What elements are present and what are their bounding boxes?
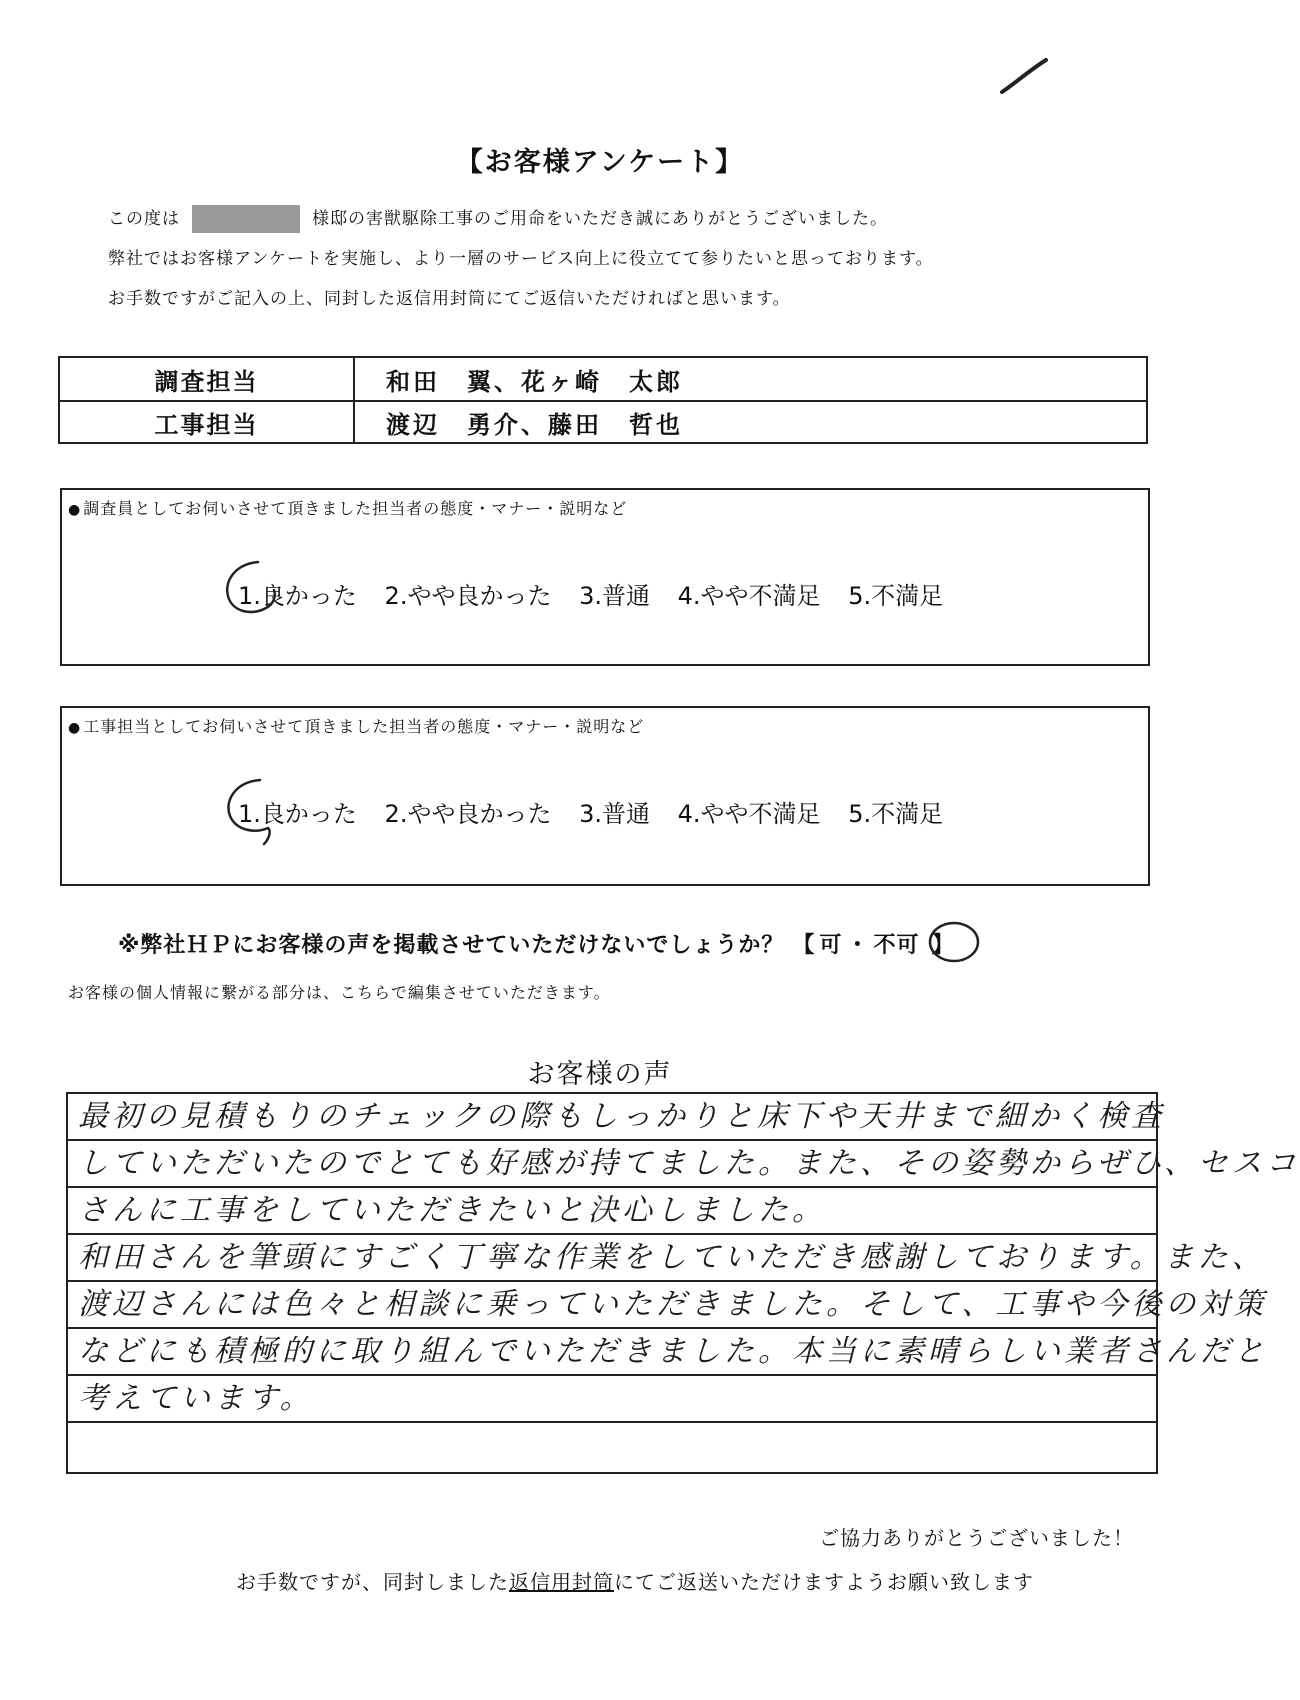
intro-line-1-prefix: この度は bbox=[108, 209, 180, 229]
rating-options-survey bbox=[238, 576, 963, 611]
staff-row-survey bbox=[60, 358, 1146, 402]
hp-option-no[interactable]: 不可 bbox=[873, 933, 920, 958]
intro-line-2: 弊社ではお客様アンケートを実施し、より一層のサービス向上に役立てて参りたいと思っております。 bbox=[108, 249, 934, 269]
rating-box-survey bbox=[60, 488, 1150, 666]
staff-row-construction bbox=[60, 401, 1146, 443]
page-title: 【お客様アンケート】 bbox=[455, 147, 745, 178]
rating-option-5[interactable]: 5.不満足 bbox=[848, 582, 944, 610]
rating-box-construction bbox=[60, 706, 1150, 886]
rating-option-4[interactable]: 4.やや不満足 bbox=[677, 582, 821, 610]
footer-request-prefix: お手数ですが、同封しました bbox=[236, 1570, 509, 1594]
footer-request-envelope: 返信用封筒 bbox=[509, 1570, 614, 1594]
rating-question-construction bbox=[68, 714, 644, 737]
voice-line: などにも積極的に取り組んでいただきました。本当に素晴らしい業者さんだと bbox=[68, 1329, 1156, 1376]
hp-option-yes[interactable]: 可 bbox=[819, 933, 843, 958]
rating-option-1[interactable]: 1.良かった bbox=[238, 800, 357, 828]
rating-option-2[interactable]: 2.やや良かった bbox=[384, 800, 552, 828]
hp-selection-circle-mark bbox=[926, 918, 982, 966]
hp-separator: ・ bbox=[846, 933, 870, 958]
staff-label-survey: 調査担当 bbox=[60, 358, 355, 400]
rating-question-survey bbox=[68, 496, 627, 519]
rating-option-3[interactable]: 3.普通 bbox=[579, 582, 650, 610]
hp-bracket-open: 【 bbox=[792, 933, 816, 958]
rating-options-construction bbox=[238, 794, 963, 829]
voice-line: 和田さんを筆頭にすごく丁寧な作業をしていただき感謝しております。また、 bbox=[68, 1235, 1156, 1282]
hp-question-text: ※弊社ＨＰにお客様の声を掲載させていただけないでしょうか？ bbox=[118, 933, 785, 958]
rating-option-5[interactable]: 5.不満足 bbox=[848, 800, 944, 828]
pen-stroke-mark bbox=[1000, 56, 1050, 96]
intro-line-1-suffix: 様邸の害獣駆除工事のご用命をいただき誠にありがとうございました。 bbox=[312, 209, 888, 229]
bullet-icon: ● bbox=[68, 502, 82, 518]
voice-line: さんに工事をしていただきたいと決心しました。 bbox=[68, 1188, 1156, 1235]
staff-value-survey: 和田 翼、花ヶ崎 太郎 bbox=[386, 367, 683, 396]
rating-question-text: 調査員としてお伺いさせて頂きました担当者の態度・マナー・説明など bbox=[83, 499, 628, 518]
selection-circle-mark bbox=[218, 774, 300, 838]
rating-option-1[interactable]: 1.良かった bbox=[238, 582, 357, 610]
voice-comment-box bbox=[66, 1092, 1300, 1474]
voice-line: 最初の見積もりのチェックの際もしっかりと床下や天井まで細かく検査 bbox=[68, 1094, 1156, 1141]
intro-line-1 bbox=[108, 204, 888, 233]
rating-option-2[interactable]: 2.やや良かった bbox=[384, 582, 552, 610]
rating-option-4[interactable]: 4.やや不満足 bbox=[677, 800, 821, 828]
redacted-customer-name bbox=[192, 205, 300, 233]
rating-option-3[interactable]: 3.普通 bbox=[579, 800, 650, 828]
voice-section-title: お客様の声 bbox=[527, 1059, 673, 1090]
staff-table bbox=[58, 356, 1148, 444]
staff-value-construction: 渡辺 勇介、藤田 哲也 bbox=[386, 410, 683, 439]
footer-request-suffix: にてご返送いただけますようお願い致します bbox=[614, 1570, 1034, 1594]
hp-privacy-note: お客様の個人情報に繋がる部分は、こちらで編集させていただきます。 bbox=[68, 983, 611, 1002]
selection-circle-mark bbox=[218, 556, 300, 620]
voice-line bbox=[68, 1423, 1156, 1470]
hp-bracket-close: 】 bbox=[931, 933, 955, 958]
hp-consent-question bbox=[118, 928, 954, 959]
footer-request bbox=[236, 1566, 1034, 1595]
bullet-icon: ● bbox=[68, 720, 82, 736]
staff-label-construction: 工事担当 bbox=[60, 401, 355, 443]
voice-line: 考えています。 bbox=[68, 1376, 1156, 1423]
footer-thanks: ご協力ありがとうございました！ bbox=[819, 1526, 1134, 1550]
voice-line: していただいたのでとても好感が持てました。また、その姿勢からぜひ、セスコ bbox=[68, 1141, 1156, 1188]
intro-line-3: お手数ですがご記入の上、同封した返信用封筒にてご返信いただければと思います。 bbox=[108, 289, 791, 309]
voice-line: 渡辺さんには色々と相談に乗っていただきました。そして、工事や今後の対策 bbox=[68, 1282, 1156, 1329]
rating-question-text: 工事担当としてお伺いさせて頂きました担当者の態度・マナー・説明など bbox=[83, 717, 645, 736]
